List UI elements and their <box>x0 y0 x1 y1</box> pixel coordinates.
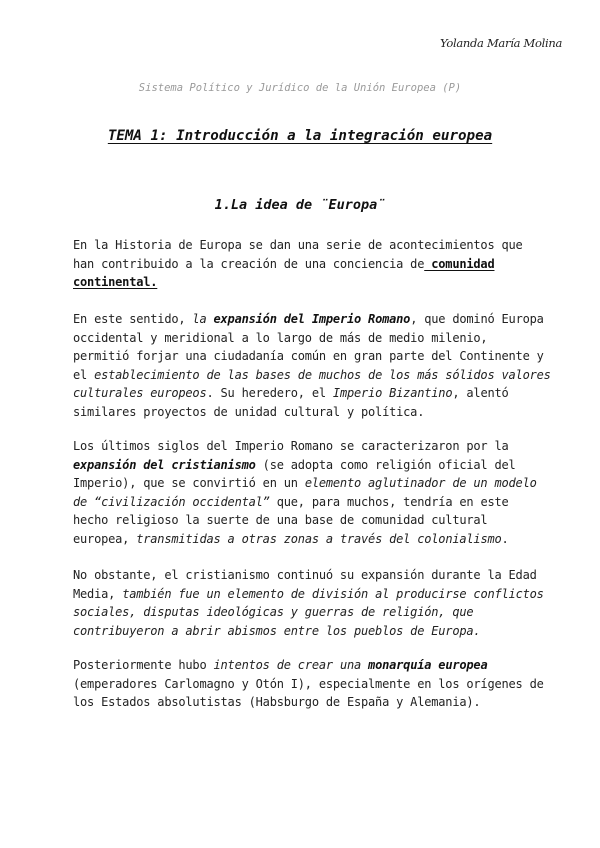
text-span: , alentó <box>452 386 509 401</box>
italic-text: intentos de crear una <box>213 658 369 672</box>
italic-text: también fue un elemento de división al producirse conflictos <box>122 586 544 601</box>
text-line: los Estados absolutistas (Habsburgo de España y Alemania). <box>73 695 481 710</box>
italic-text: contribuyeron a abrir abismos entre los pueblos de Europa. <box>73 623 481 638</box>
text-line: hecho religioso la suerte de una base de comunidad cultural <box>73 513 488 528</box>
italic-text: establecimiento de las bases de muchos de los más sólidos valores <box>94 367 551 382</box>
italic-text: de “civilización occidental” <box>73 494 270 509</box>
text-line: similares proyectos de unidad cultural y política. <box>73 404 425 419</box>
italic-text: la <box>192 312 214 326</box>
text-line: han contribuido a la creación de una conciencia de <box>73 256 425 271</box>
emphasis-text: expansión del Imperio Romano <box>213 312 411 326</box>
text-span: , que dominó Europa <box>410 312 544 326</box>
text-line: Los últimos siglos del Imperio Romano se caracterizaron por la <box>73 439 509 453</box>
italic-text: elemento aglutinador de un modelo <box>304 476 537 491</box>
text-span: el <box>73 367 95 382</box>
emphasis-text: continental. <box>73 275 158 290</box>
italic-text: culturales europeos <box>73 386 207 401</box>
italic-text: sociales, disputas ideológicas y guerras de religión, que <box>73 605 474 620</box>
section-heading: 1.La idea de ¨Europa¨ <box>214 197 386 213</box>
text-span: Posteriormente hubo <box>73 658 214 672</box>
text-span: . <box>501 531 509 546</box>
text-span: Imperio), que se convirtió en un <box>73 476 305 491</box>
text-span: (se adopta como religión oficial del <box>255 457 516 472</box>
paragraph-4 <box>73 566 573 640</box>
course-header: Sistema Político y Jurídico de la Unión Europea (P) <box>138 82 462 94</box>
text-span: europea, <box>73 531 137 546</box>
paragraph-1 <box>73 236 573 292</box>
italic-text: transmitidas a otras zonas a través del colonialismo <box>136 531 502 546</box>
author-header: Yolanda María Molina <box>440 36 562 50</box>
text-span: que, para muchos, tendría en este <box>269 494 509 509</box>
paragraph-5 <box>73 656 573 712</box>
text-span: . Su heredero, el <box>206 386 333 401</box>
emphasis-text: monarquía europea <box>368 658 488 672</box>
text-span: En este sentido, <box>73 312 193 326</box>
paragraph-3 <box>73 437 573 549</box>
text-line: occidental y meridional a lo largo de más de medio milenio, <box>73 330 488 345</box>
document-title: TEMA 1: Introducción a la integración europea <box>107 128 493 144</box>
text-line: No obstante, el cristianismo continuó su expansión durante la Edad <box>73 568 537 582</box>
emphasis-text: comunidad <box>424 256 495 271</box>
text-line: permitió forjar una ciudadanía común en gran parte del Continente y <box>73 349 544 364</box>
text-line: (emperadores Carlomagno y Otón I), especialmente en los orígenes de <box>73 676 544 691</box>
emphasis-text: expansión del cristianismo <box>73 457 256 472</box>
text-span: Media, <box>73 586 123 601</box>
paragraph-2 <box>73 310 573 422</box>
italic-text: Imperio Bizantino <box>332 386 453 401</box>
text-line: En la Historia de Europa se dan una serie de acontecimientos que <box>73 238 523 252</box>
